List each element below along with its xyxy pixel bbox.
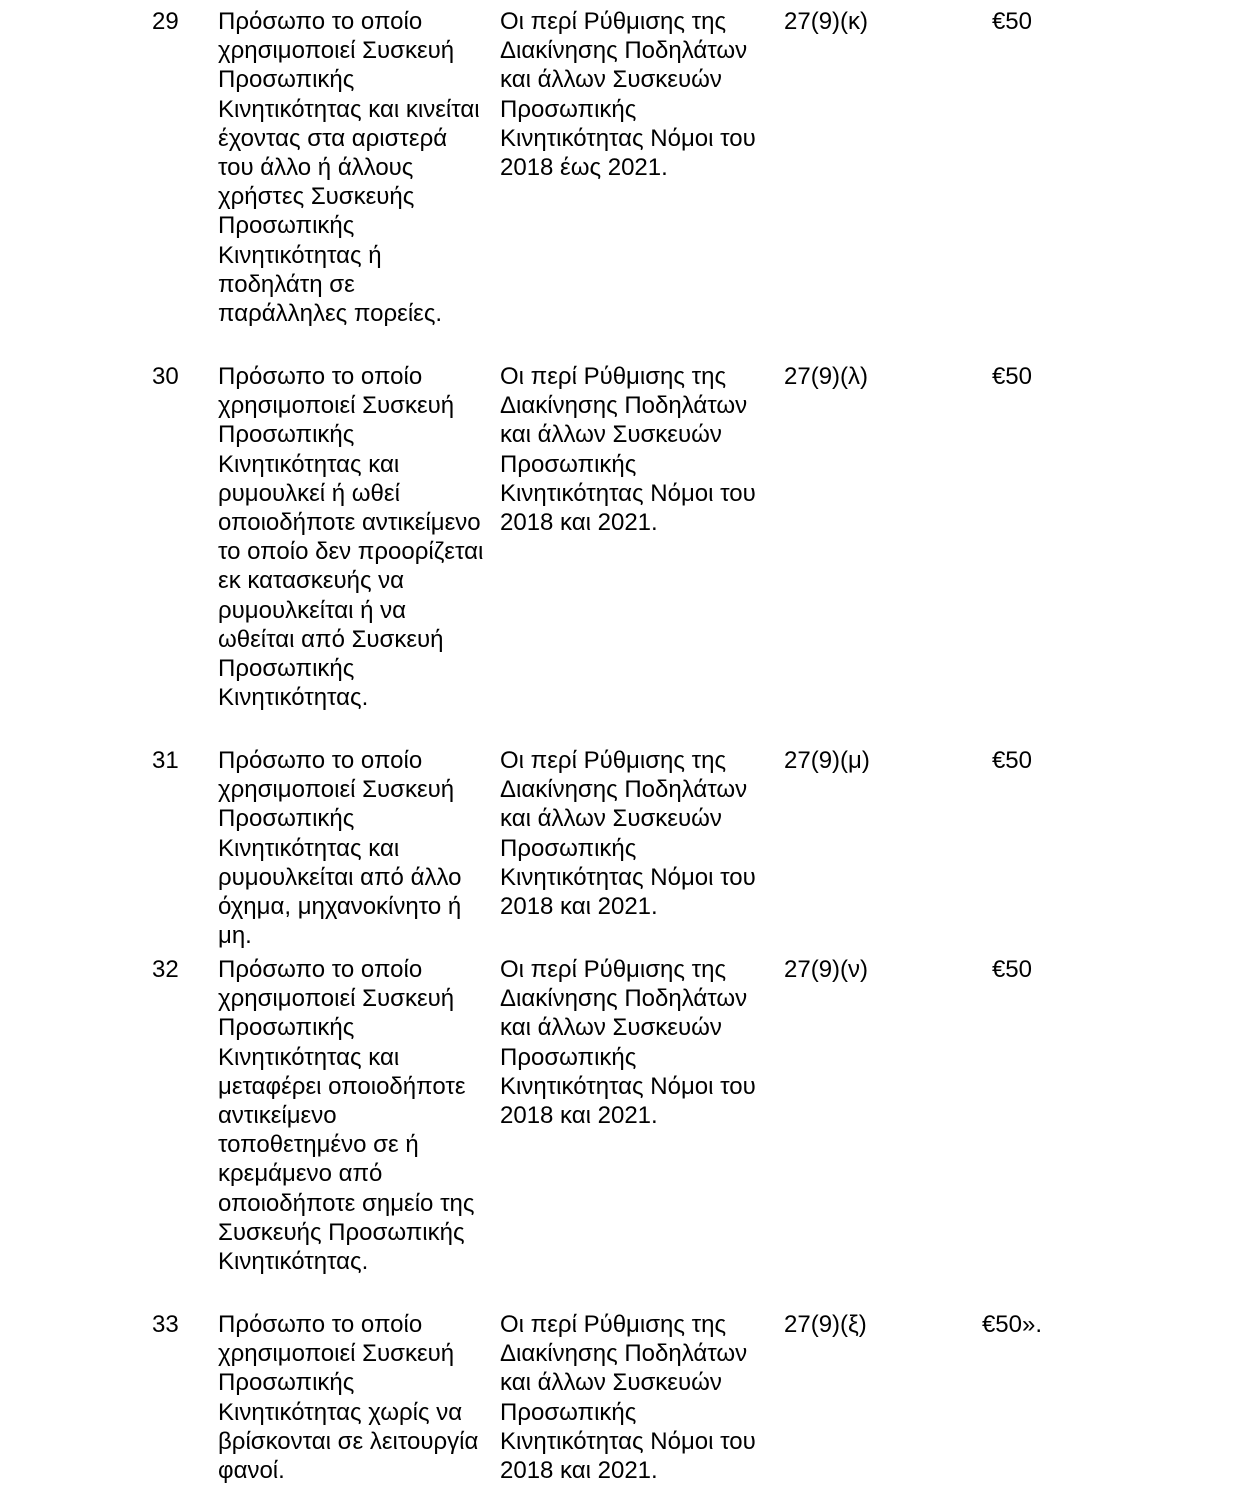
fine-amount: €50 (991, 747, 1032, 774)
fine-amount: €50 (991, 363, 1032, 390)
article-reference: 27(9)(κ) (784, 8, 869, 35)
article-reference: 27(9)(μ) (784, 747, 870, 774)
offence-description: Πρόσωπο το οποίο χρησιμοποιεί Συσκευή Προσωπικής Κινητικότητας και μεταφέρει οποιοδήποτε αντικείμενο τοποθετημένο σε ή κρεμάμενο από οποιοδήποτε σημείο της Συσκευής Προσωπικής Κινητικότητας. (218, 956, 475, 1276)
offence-description: Πρόσωπο το οποίο χρησιμοποιεί Συσκευή Προσωπικής Κινητικότητας και ρυμουλκείται από άλλο όχημα, μηχανοκίνητο ή μη. (218, 747, 462, 950)
fine-amount: €50». (981, 1311, 1042, 1338)
row-number: 31 (152, 747, 179, 774)
fine-amount: €50 (991, 956, 1032, 983)
row-number: 32 (152, 956, 179, 983)
article-reference: 27(9)(ν) (784, 956, 869, 983)
law-reference: Οι περί Ρύθμισης της Διακίνησης Ποδηλάτων και άλλων Συσκευών Προσωπικής Κινητικότητας Νόμοι του 2018 και 2021. (500, 956, 756, 1130)
fine-amount: €50 (991, 8, 1032, 35)
offence-description: Πρόσωπο το οποίο χρησιμοποιεί Συσκευή Προσωπικής Κινητικότητας και ρυμουλκεί ή ωθεί οποιοδήποτε αντικείμενο το οποίο δεν προορίζεται εκ κατασκευής να ρυμουλκείται ή να ωθείται από Συσκευή Προσωπικής Κινητικότητας. (218, 363, 484, 712)
row-number: 30 (152, 363, 179, 390)
row-number: 33 (152, 1311, 179, 1338)
row-number: 29 (152, 8, 179, 35)
article-reference: 27(9)(λ) (784, 363, 869, 390)
law-reference: Οι περί Ρύθμισης της Διακίνησης Ποδηλάτων και άλλων Συσκευών Προσωπικής Κινητικότητας Νόμοι του 2018 και 2021. (500, 1311, 756, 1485)
law-reference: Οι περί Ρύθμισης της Διακίνησης Ποδηλάτων και άλλων Συσκευών Προσωπικής Κινητικότητας Νόμοι του 2018 και 2021. (500, 363, 756, 537)
offence-description: Πρόσωπο το οποίο χρησιμοποιεί Συσκευή Προσωπικής Κινητικότητας και κινείται έχοντας στα αριστερά του άλλο ή άλλους χρήστες Συσκευής Προσωπικής Κινητικότητας ή ποδηλάτη σε παράλληλες πορείες. (218, 8, 480, 328)
law-reference: Οι περί Ρύθμισης της Διακίνησης Ποδηλάτων και άλλων Συσκευών Προσωπικής Κινητικότητας Νόμοι του 2018 έως 2021. (500, 8, 756, 182)
law-reference: Οι περί Ρύθμισης της Διακίνησης Ποδηλάτων και άλλων Συσκευών Προσωπικής Κινητικότητας Νόμοι του 2018 και 2021. (500, 747, 756, 921)
article-reference: 27(9)(ξ) (784, 1311, 867, 1338)
offence-description: Πρόσωπο το οποίο χρησιμοποιεί Συσκευή Προσωπικής Κινητικότητας χωρίς να βρίσκονται σε λειτουργία φανοί. (218, 1311, 479, 1485)
